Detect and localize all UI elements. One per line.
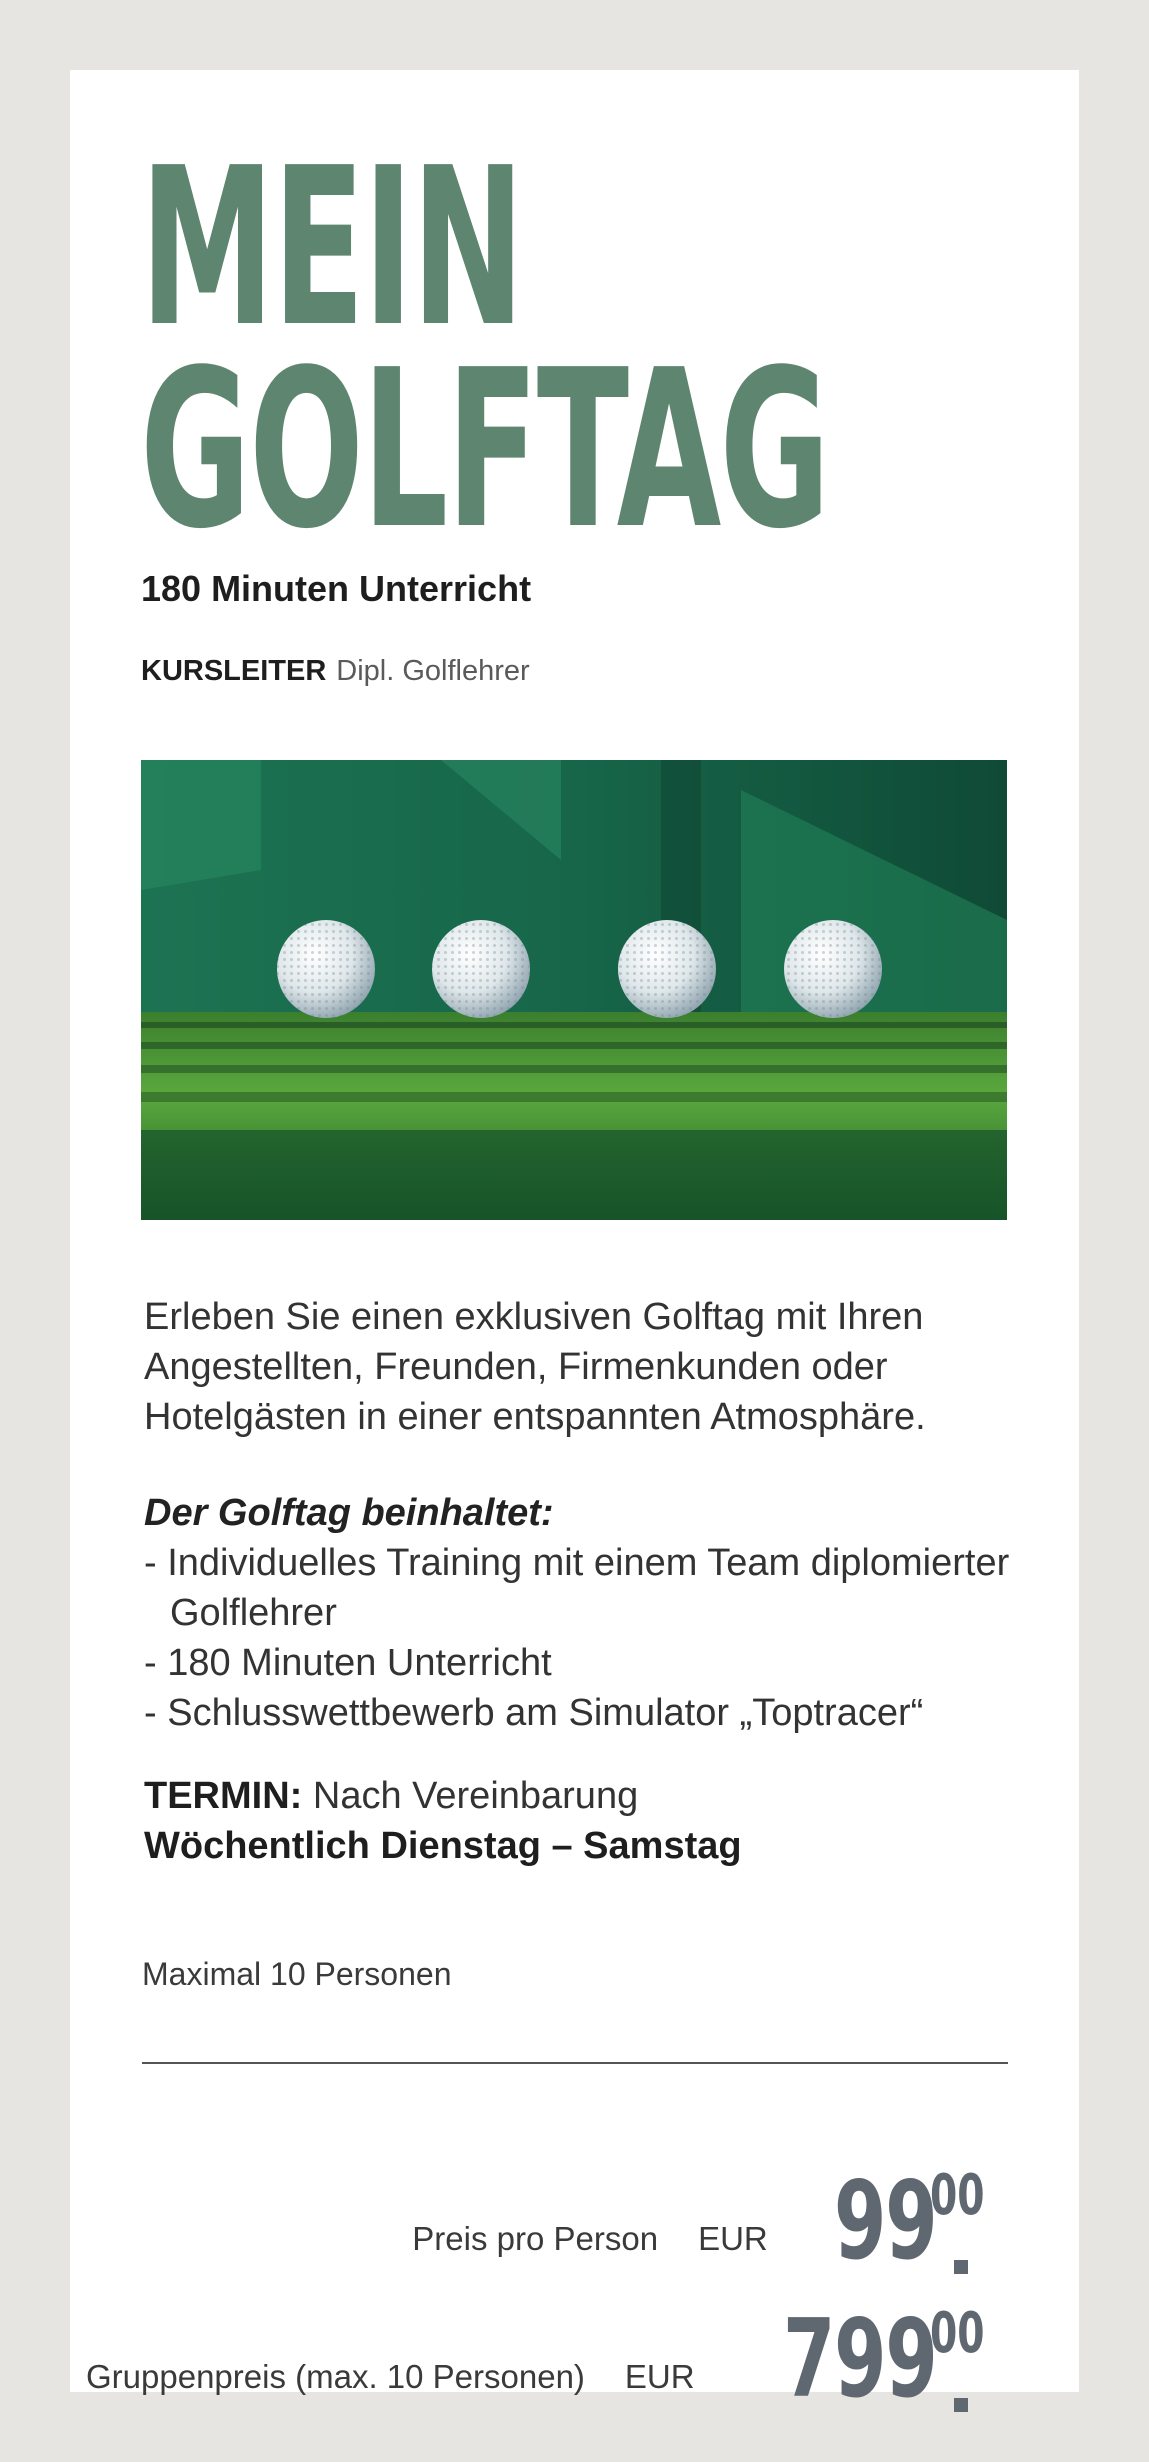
price-label: Preis pro Person bbox=[412, 2220, 659, 2257]
price-cents: 00 bbox=[930, 2163, 985, 2228]
price-cents: 00 bbox=[930, 2301, 985, 2366]
price-decimal-dot bbox=[954, 2260, 968, 2274]
instructor-value: Dipl. Golflehrer bbox=[336, 655, 530, 687]
includes-heading: Der Golftag beinhaltet: bbox=[144, 1492, 554, 1534]
price-amount bbox=[717, 2297, 1008, 2422]
list-item: - Individuelles Training mit einem Team diplomierter Golflehrer bbox=[144, 1538, 1024, 1638]
price-currency: EUR bbox=[624, 2358, 695, 2395]
termin-line bbox=[144, 1771, 638, 1821]
golf-ball-4 bbox=[784, 920, 882, 1018]
price-decimal-dot bbox=[954, 2398, 968, 2412]
termin-label: TERMIN: bbox=[144, 1775, 303, 1817]
max-persons: Maximal 10 Personen bbox=[142, 1956, 452, 1992]
golf-ball-2 bbox=[432, 920, 530, 1018]
golf-ball-3 bbox=[618, 920, 716, 1018]
list-item: - 180 Minuten Unterricht bbox=[144, 1638, 1024, 1688]
subtitle: 180 Minuten Unterricht bbox=[141, 568, 532, 609]
instructor-label: KURSLEITER bbox=[141, 655, 327, 687]
termin-value: Nach Vereinbarung bbox=[312, 1775, 639, 1817]
description: Erleben Sie einen exklusiven Golftag mit Ihren Angestellten, Freunden, Firmenkunden oder Hotelgästen in einer entspannten Atmosphäre. bbox=[144, 1296, 926, 1438]
price-currency: EUR bbox=[698, 2220, 768, 2257]
price-label: Gruppenpreis (max. 10 Personen) bbox=[86, 2358, 585, 2395]
price-main: 799 bbox=[782, 2297, 937, 2422]
flyer-card bbox=[70, 70, 1079, 2422]
instructor-line bbox=[141, 655, 530, 688]
divider bbox=[142, 2062, 1008, 2064]
includes-list bbox=[144, 1538, 1024, 1738]
price-main: 99 bbox=[833, 2159, 937, 2284]
price-amount bbox=[790, 2159, 1008, 2284]
title-line-1: MEIN bbox=[140, 122, 523, 375]
list-item: - Schlusswettbewerb am Simulator „Toptracer“ bbox=[144, 1688, 1024, 1738]
page-title bbox=[140, 122, 829, 577]
golf-balls-photo bbox=[141, 760, 1007, 1220]
group-price bbox=[86, 2297, 1008, 2422]
weekly-schedule: Wöchentlich Dienstag – Samstag bbox=[144, 1825, 742, 1867]
price-per-person bbox=[412, 2159, 1008, 2284]
golf-ball-1 bbox=[277, 920, 375, 1018]
title-line-2: GOLFTAG bbox=[140, 324, 829, 577]
